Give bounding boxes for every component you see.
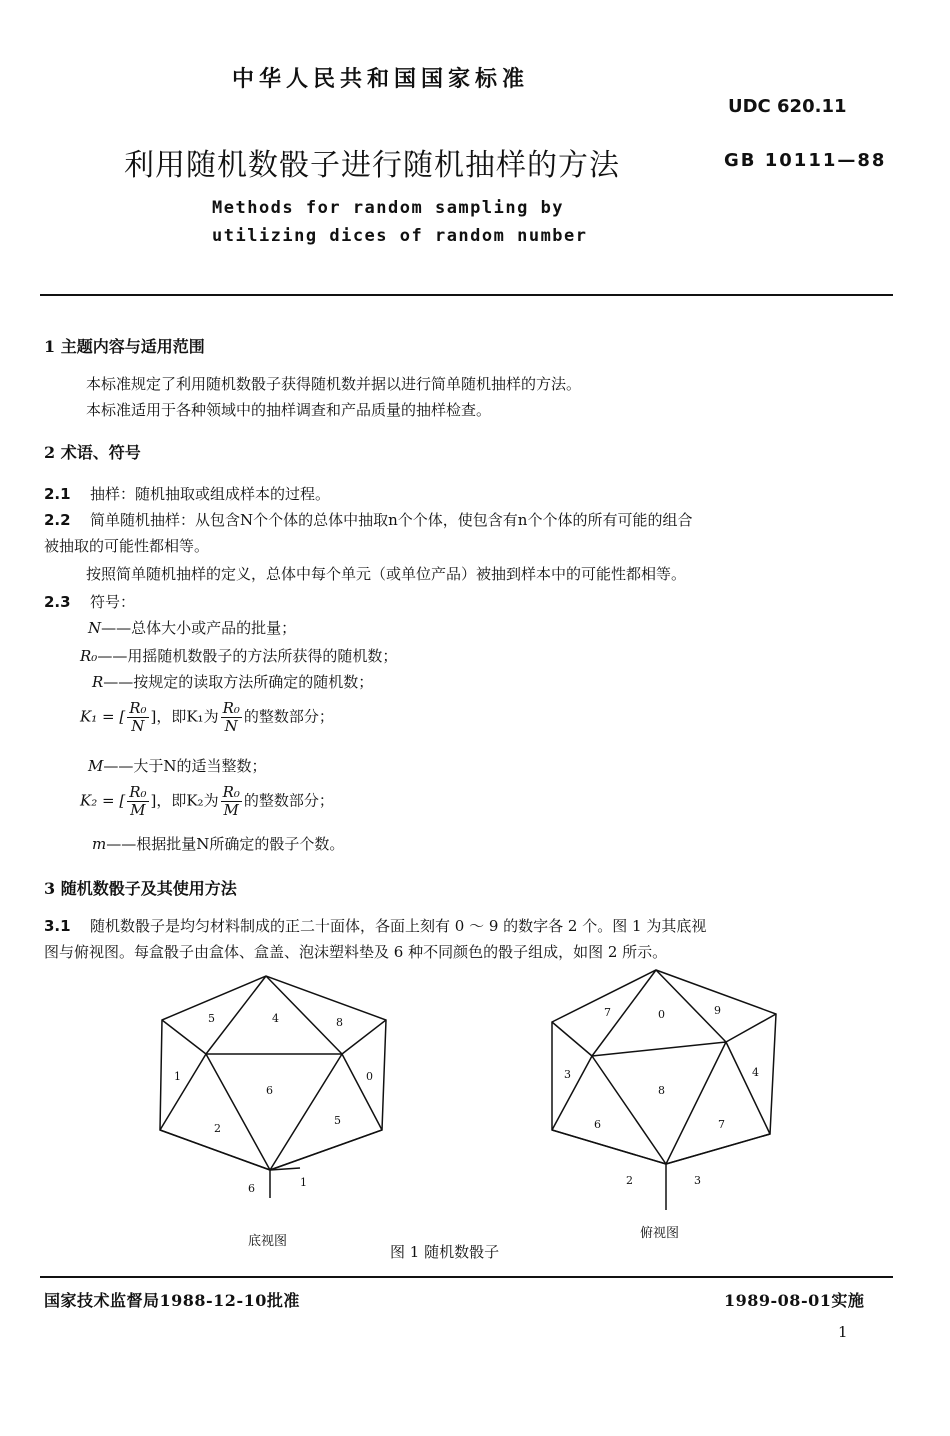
fraction-r0-n	[221, 700, 242, 735]
symbol-def: ——按规定的读取方法所确定的随机数；	[103, 673, 374, 691]
clause-text: 符号：	[90, 593, 136, 611]
figure-caption: 图 1 随机数骰子	[390, 1243, 500, 1261]
header-rule	[40, 294, 893, 296]
symbol-N	[88, 618, 296, 638]
symbol-def: ——用摇随机数骰子的方法所获得的随机数；	[97, 647, 398, 665]
face-digit: 8	[658, 1084, 665, 1097]
fraction-numerator: R₀	[222, 699, 240, 717]
face-digit: 5	[208, 1012, 215, 1025]
org-name: 中华人民共和国国家标准	[232, 66, 530, 92]
face-digit: 7	[604, 1006, 611, 1019]
k2-lhs: K₂ = [	[80, 791, 126, 810]
clause-number: 2.1	[44, 485, 71, 503]
clause-number: 3.1	[44, 917, 71, 935]
formula-k2	[80, 784, 334, 819]
face-digit: 3	[694, 1174, 701, 1187]
fraction-r0-m	[221, 784, 242, 819]
section-2-heading: 2 术语、符号	[44, 443, 141, 462]
fraction-denominator: N	[127, 717, 148, 735]
clause-2-2	[44, 510, 894, 530]
udc-code: UDC 620.11	[728, 96, 847, 117]
symbol-R	[92, 672, 373, 692]
gb-code: GB 10111—88	[724, 150, 887, 171]
face-digit: 4	[752, 1066, 759, 1079]
face-digit: 6	[594, 1118, 601, 1131]
symbol-M	[88, 756, 267, 776]
face-digit: 6	[248, 1182, 255, 1195]
clause-2-2-note: 按照简单随机抽样的定义，总体中每个单元（或单位产品）被抽到样本中的可能性都相等。	[86, 565, 687, 583]
k1-tail: 的整数部分；	[243, 707, 334, 726]
approval-date: 国家技术监督局1988-12-10批准	[44, 1291, 300, 1310]
fraction-numerator: R₀	[129, 699, 147, 717]
face-digit: 8	[336, 1016, 343, 1029]
fraction-denominator: N	[221, 717, 242, 735]
bottom-view-diagram	[150, 972, 400, 1202]
symbol-m	[92, 834, 344, 854]
section-1-heading: 1 主题内容与适用范围	[44, 337, 205, 356]
s1-para-2: 本标准适用于各种领域中的抽样调查和产品质量的抽样检查。	[86, 401, 492, 419]
symbol-R0	[80, 646, 397, 666]
face-digit: 7	[718, 1118, 725, 1131]
clause-text: 简单随机抽样：从包含N个个体的总体中抽取n个个体，使包含有n个个体的所有可能的组合	[90, 511, 693, 529]
face-digit: 5	[334, 1114, 341, 1127]
symbol-letter: N	[88, 619, 102, 637]
symbol-letter: M	[88, 757, 104, 775]
symbol-def: ——大于N的适当整数；	[103, 757, 267, 775]
fraction-numerator: R₀	[222, 783, 240, 801]
clause-text: 随机数骰子是均匀材料制成的正二十面体，各面上刻有 0 ～ 9 的数字各 2 个。图 1 为其底视	[90, 917, 707, 935]
top-view-label: 俯视图	[640, 1226, 680, 1241]
face-digit: 1	[300, 1176, 307, 1189]
center-face	[206, 1054, 342, 1170]
k1-mid: ]，即K₁为	[150, 707, 219, 726]
title-en-line1: Methods for random sampling by	[212, 198, 565, 218]
face-digit: 1	[174, 1070, 181, 1083]
clause-2-1	[44, 484, 330, 504]
clause-3-1	[44, 916, 894, 936]
symbol-def: ——根据批量N所确定的骰子个数。	[106, 835, 345, 853]
s1-para-1: 本标准规定了利用随机数骰子获得随机数并据以进行简单随机抽样的方法。	[86, 375, 582, 393]
k2-tail: 的整数部分；	[243, 791, 334, 810]
fraction-denominator: M	[221, 801, 242, 819]
title-en-line2: utilizing dices of random number	[212, 226, 588, 246]
clause-number: 2.2	[44, 511, 71, 529]
face-digit: 2	[214, 1122, 221, 1135]
formula-k1	[80, 700, 334, 735]
top-view-diagram	[540, 964, 790, 1224]
section-3-heading: 3 随机数骰子及其使用方法	[44, 879, 237, 898]
fraction-numerator: R₀	[129, 783, 147, 801]
page-title: 利用随机数骰子进行随机抽样的方法	[124, 148, 620, 183]
fraction-r0-n	[127, 700, 148, 735]
face-digit: 2	[626, 1174, 633, 1187]
symbol-letter: R₀	[80, 647, 98, 665]
face-digit: 0	[366, 1070, 373, 1083]
face-digit: 6	[266, 1084, 273, 1097]
fraction-denominator: M	[127, 801, 148, 819]
clause-text: 抽样：随机抽取或组成样本的过程。	[90, 485, 331, 503]
symbol-def: ——总体大小或产品的批量；	[101, 619, 297, 637]
clause-2-3	[44, 592, 135, 612]
face-digit: 9	[714, 1004, 721, 1017]
fraction-r0-m	[127, 784, 148, 819]
symbol-letter: m	[92, 835, 107, 853]
footer-rule	[40, 1276, 893, 1278]
k1-lhs: K₁ = [	[80, 707, 126, 726]
face-digit: 4	[272, 1012, 279, 1025]
k2-mid: ]，即K₂为	[150, 791, 219, 810]
bottom-view-label: 底视图	[248, 1234, 288, 1249]
clause-2-2-cont: 被抽取的可能性都相等。	[44, 537, 210, 555]
clause-number: 2.3	[44, 593, 71, 611]
clause-3-1-cont: 图与俯视图。每盒骰子由盒体、盒盖、泡沫塑料垫及 6 种不同颜色的骰子组成，如图 2 所示。	[44, 943, 668, 961]
symbol-letter: R	[92, 673, 104, 691]
face-digit: 3	[564, 1068, 571, 1081]
face-digit: 0	[658, 1008, 665, 1021]
page-number: 1	[838, 1323, 848, 1341]
center-face	[592, 1042, 726, 1164]
effective-date: 1989-08-01实施	[724, 1291, 865, 1310]
